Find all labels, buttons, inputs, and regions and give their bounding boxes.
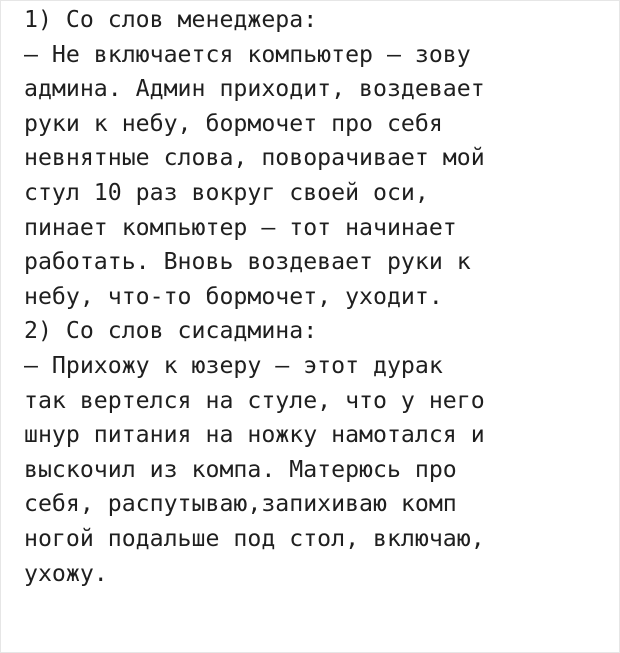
text-line: небу, что-то бормочет, уходит. (24, 282, 443, 310)
text-line: шнур питания на ножку намотался и (24, 421, 485, 449)
text-line: ногой подальше под стол, включаю, (24, 524, 485, 552)
line-manager-heading: 1) Со слов менеджера: (24, 6, 318, 33)
line-sysadmin-heading: 2) Со слов сисадмина: (24, 317, 318, 345)
text-line: руки к небу, бормочет про себя (24, 109, 443, 137)
text-line: работать. Вновь воздевает руки к (24, 248, 471, 276)
text-line: так вертелся на стуле, что у него (24, 386, 485, 414)
text-line: себя, распутываю,запихиваю комп (24, 490, 457, 518)
joke-text (24, 3, 614, 591)
text-line: админа. Админ приходит, воздевает (24, 75, 485, 103)
text-line: выскочил из компа. Матерюсь про (24, 455, 457, 483)
text-line: стул 10 раз вокруг своей оси, (24, 178, 429, 206)
text-line: — Прихожу к юзеру — этот дурак (24, 351, 443, 379)
text-line: пинает компьютер — тот начинает (24, 213, 457, 241)
text-line: ухожу. (24, 559, 108, 587)
text-line: невнятные слова, поворачивает мой (24, 144, 485, 172)
text-line: — Не включается компьютер — зову (24, 40, 471, 68)
